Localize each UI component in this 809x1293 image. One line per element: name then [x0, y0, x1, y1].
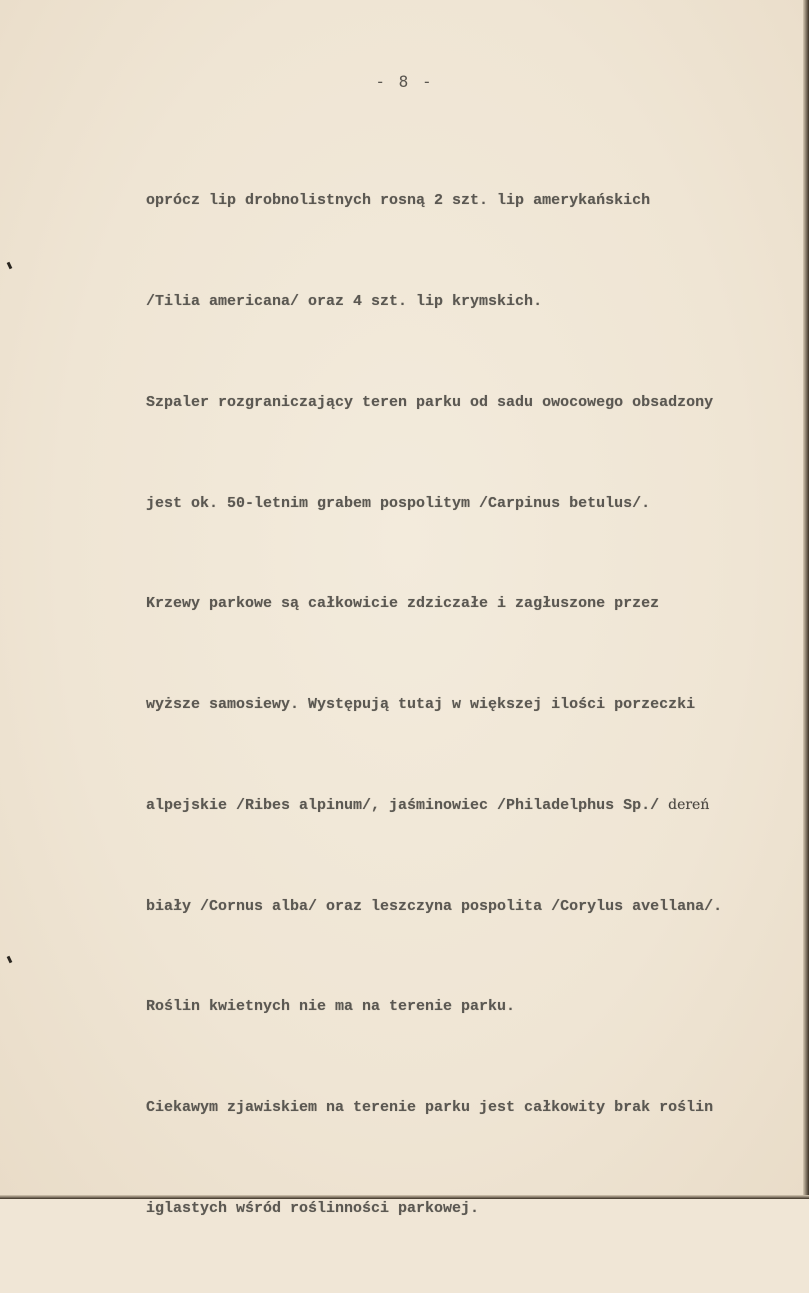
- text-line: Ciekawym zjawiskiem na terenie parku jest całkowity brak roślin: [146, 1099, 714, 1117]
- margin-tick-mark: [7, 262, 13, 270]
- margin-tick-mark: [7, 956, 13, 964]
- typed-text-body: [146, 117, 806, 1293]
- text-line-with-annotation: [146, 789, 806, 823]
- text-line: Krzewy parkowe są całkowicie zdziczałe i zagłuszone przez: [146, 595, 660, 613]
- text-line-part: alpejskie /Ribes alpinum/, jaśminowiec /Philadelphus Sp./: [146, 796, 660, 814]
- text-line: biały /Cornus alba/ oraz leszczyna pospolita /Corylus avellana/.: [146, 897, 723, 915]
- text-line: iglastych wśród roślinności parkowej.: [146, 1200, 480, 1217]
- text-line: oprócz lip drobnolistnych rosną 2 szt. lip amerykańskich: [146, 192, 651, 210]
- text-line: wyższe samosiewy. Występują tutaj w większej ilości porzeczki: [146, 696, 696, 714]
- handwritten-annotation: dereń: [668, 796, 710, 813]
- text-line: jest ok. 50-letnim grabem pospolitym /Carpinus betulus/.: [146, 494, 651, 512]
- text-line: Roślin kwietnych nie ma na terenie parku.: [146, 998, 516, 1016]
- text-line: Szpaler rozgraniczający teren parku od sadu owocowego obsadzony: [146, 393, 714, 411]
- text-line: /Tilia americana/ oraz 4 szt. lip krymskich.: [146, 292, 543, 310]
- page-number: - 8 -: [375, 72, 434, 91]
